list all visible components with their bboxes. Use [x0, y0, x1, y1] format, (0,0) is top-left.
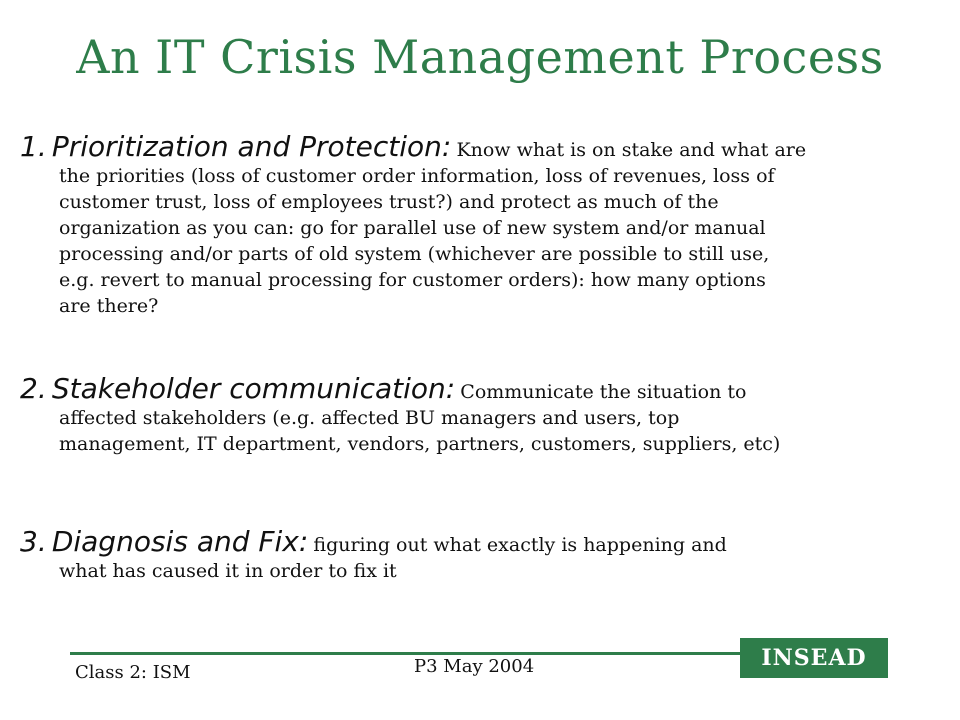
list-item	[20, 372, 940, 457]
item-body-line: what has caused it in order to fix it	[59, 560, 397, 582]
footer-divider	[70, 652, 740, 655]
item-heading: Diagnosis and Fix:	[51, 525, 309, 558]
item-lead: figuring out what exactly is happening and	[313, 534, 727, 556]
item-number: 1.	[20, 130, 47, 163]
item-lead: Know what is on stake and what are	[456, 139, 807, 161]
item-number: 3.	[20, 525, 47, 558]
item-body-line: customer trust, loss of employees trust?) and protect as much of the	[59, 191, 719, 213]
footer-class-label: Class 2: ISM	[75, 662, 191, 683]
item-body-line: affected stakeholders (e.g. affected BU managers and users, top	[59, 407, 680, 429]
list-item	[20, 130, 940, 319]
list-item	[20, 525, 940, 584]
item-lead: Communicate the situation to	[460, 381, 747, 403]
item-number: 2.	[20, 372, 47, 405]
slide-title: An IT Crisis Management Process	[76, 30, 884, 84]
logo-text: INSEAD	[761, 645, 867, 671]
item-body-line: processing and/or parts of old system (whichever are possible to still use,	[59, 243, 770, 265]
item-body-line: management, IT department, vendors, partners, customers, suppliers, etc)	[59, 433, 781, 455]
item-body-line: e.g. revert to manual processing for customer orders): how many options	[59, 269, 766, 291]
item-body-line: are there?	[59, 295, 159, 317]
item-body-line: organization as you can: go for parallel use of new system and/or manual	[59, 217, 766, 239]
insead-logo	[740, 638, 888, 678]
item-heading: Prioritization and Protection:	[51, 130, 452, 163]
footer-date: P3 May 2004	[414, 656, 535, 677]
item-body-line: the priorities (loss of customer order information, loss of revenues, loss of	[59, 165, 775, 187]
item-heading: Stakeholder communication:	[51, 372, 456, 405]
